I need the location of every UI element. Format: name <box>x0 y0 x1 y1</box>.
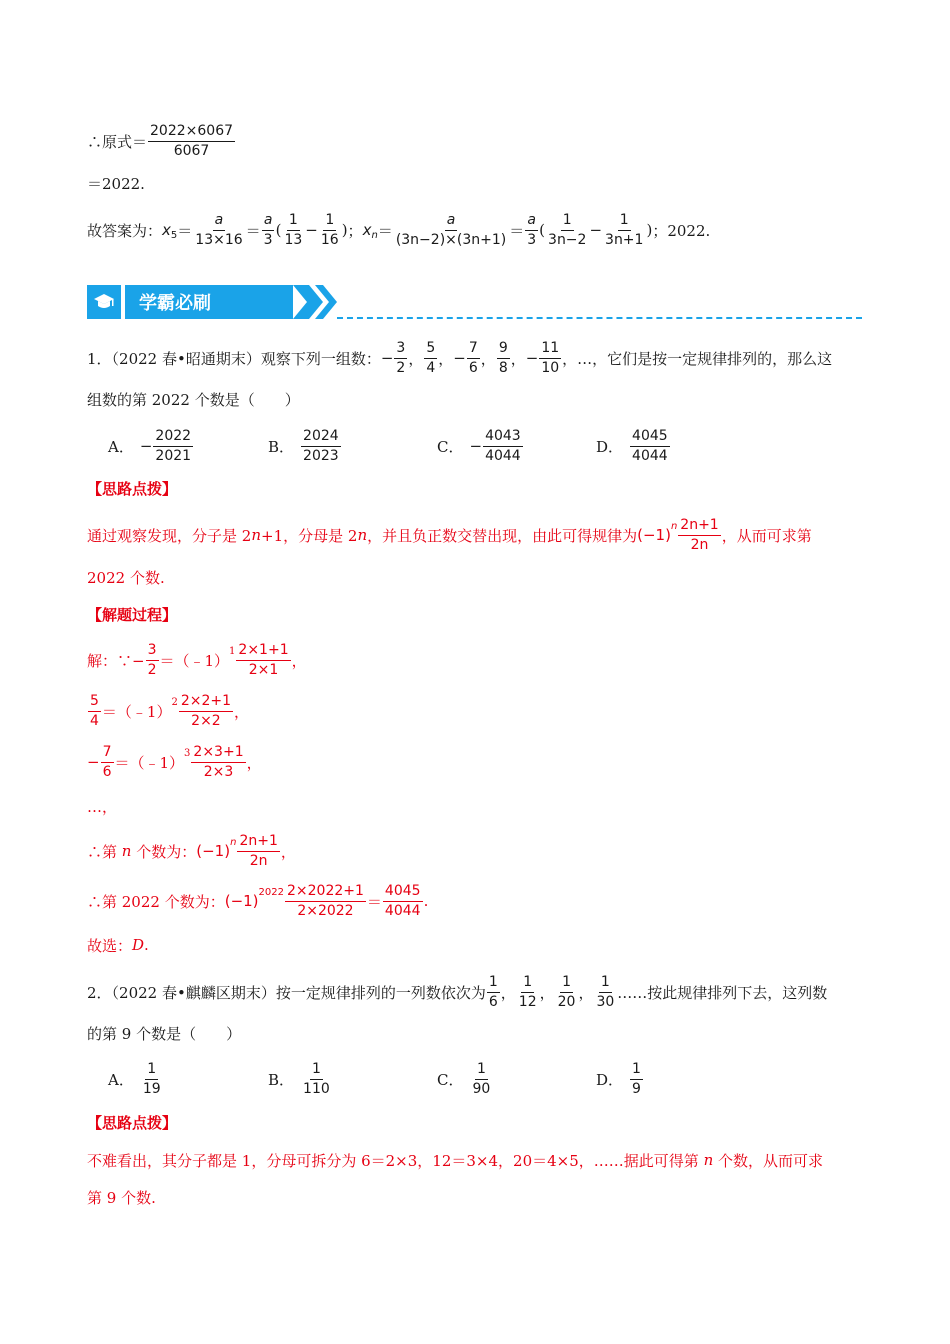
fraction: $\frac{4045}{4044}$ <box>384 882 421 919</box>
fraction: $\frac{a}{3}$ <box>527 211 537 248</box>
fraction: $\frac{1}{19}$ <box>142 1060 161 1097</box>
fraction: $\frac{2\times 2+1}{2\times 2}$ <box>180 692 232 729</box>
q2-option-a[interactable]: A． $\frac{1}{19}$ <box>108 1060 161 1097</box>
fraction: $\frac{3}{2}$ <box>396 339 406 376</box>
fraction: $\frac{2n+1}{2n}$ <box>239 832 278 869</box>
q2-stem-cont: 的第 9 个数是（ ） <box>87 1024 242 1043</box>
fraction: $\frac{7}{6}$ <box>468 339 478 376</box>
q1-option-d[interactable]: D． $\frac{4045}{4044}$ <box>596 427 668 464</box>
q1-stem-cont: 组数的第 2022 个数是（ ） <box>87 390 300 409</box>
result-line: ＝2022. <box>87 174 145 193</box>
q2-option-b[interactable]: B． $\frac{1}{110}$ <box>268 1060 330 1097</box>
fraction: $\frac{2024}{2023}$ <box>303 427 339 464</box>
fraction: $\frac{a}{(3n-2)\times(3n+1)}$ <box>395 211 507 248</box>
q1-option-c[interactable]: C． − $\frac{4043}{4044}$ <box>437 427 521 464</box>
fraction: $\frac{4045}{4044}$ <box>632 427 668 464</box>
fraction: $\frac{1}{30}$ <box>596 973 615 1010</box>
graduation-cap-icon <box>87 285 121 319</box>
fraction: $\frac{2\times 2022+1}{2\times 2022}$ <box>287 882 364 919</box>
fraction: $\frac{3}{2}$ <box>147 641 157 678</box>
fraction: $\frac{1}{13}$ <box>284 211 303 248</box>
fraction: $\frac{2\times 3+1}{2\times 3}$ <box>193 743 244 780</box>
q1-hint: 通过观察发现，分子是 2 n +1，分母是 2 n ，并且负正数交替出现，由此可得规律为 (−1) n $\frac{2n+1}{2n}$ ，从而可求第 <box>87 516 812 553</box>
q1-option-a[interactable]: A． − $\frac{2022}{2021}$ <box>108 427 192 464</box>
fraction: $\frac{5}{4}$ <box>426 339 436 376</box>
fraction: $\frac{a}{13\times 16}$ <box>195 211 243 248</box>
fraction: $\frac{1}{20}$ <box>557 973 576 1010</box>
q1-solution-tag: 【解题过程】 <box>87 606 178 624</box>
section-banner <box>87 285 862 319</box>
q1-solution-line1: 解：∵− $\frac{3}{2}$ ＝（﹣1） 1 $\frac{2\times 1+1}{2\times 1}$ ， <box>87 641 307 678</box>
fraction: $\frac{a}{3}$ <box>263 211 273 248</box>
fraction: $\frac{1}{3n-2}$ <box>548 211 587 248</box>
fraction: $\frac{1}{6}$ <box>488 973 498 1010</box>
q1-solution-nth: ∴第 n 个数为： (−1) n $\frac{2n+1}{2n}$ ， <box>87 832 296 869</box>
q1-solution-line2: $\frac{5}{4}$ ＝（﹣1） 2 $\frac{2\times 2+1}{2\times 2}$ ， <box>90 692 250 729</box>
q2-option-d[interactable]: D． $\frac{1}{9}$ <box>596 1060 641 1097</box>
answer-line: 故答案为： x 5 ＝ $\frac{a}{13\times 16}$ ＝ $\frac{a}{3}$ ( $\frac{1}{13}$ − $\frac{1}{16}$ ) ； x n ＝ $\frac{a}{(3n-2)\times(3n+1)}$ ＝ $\frac{a}{3}$ ( $\frac{1}{3n-2}$ − $\frac{1}{3n+1}$ ) ；2022. <box>87 211 711 248</box>
fraction: $\frac{1}{90}$ <box>472 1060 491 1097</box>
q1-stem: 1．（2022 春•昭通期末）观察下列一组数： − $\frac{3}{2}$ ， $\frac{5}{4}$ ， − $\frac{7}{6}$ ， $\frac{9}{8}$ ， − $\frac{11}{10}$ ，…，它们是按一定规律排列的，那么这 <box>87 339 833 376</box>
original-expression-line: ∴原式＝ $\frac{2022\times 6067}{6067}$ <box>87 122 234 159</box>
q1-option-b[interactable]: B． $\frac{2024}{2023}$ <box>268 427 339 464</box>
q1-solution-line3: − $\frac{7}{6}$ ＝（﹣1） 3 $\frac{2\times 3+1}{2\times 3}$ ， <box>87 743 262 780</box>
fraction: $\frac{2\times 1+1}{2\times 1}$ <box>238 641 289 678</box>
q2-option-c[interactable]: C． $\frac{1}{90}$ <box>437 1060 491 1097</box>
q1-hint-tag: 【思路点拨】 <box>87 480 178 498</box>
q2-hint-cont: 第 9 个数. <box>87 1188 156 1207</box>
fraction: $\frac{2022}{2021}$ <box>155 427 192 464</box>
fraction: $\frac{1}{16}$ <box>320 211 339 248</box>
q2-stem: 2．（2022 春•麒麟区期末）按一定规律排列的一列数依次为 $\frac{1}{6}$ ， $\frac{1}{12}$ ， $\frac{1}{20}$ ， $\frac{1}{30}$ ……按此规律排列下去，这列数 <box>87 973 828 1010</box>
fraction: $\frac{1}{3n+1}$ <box>605 211 644 248</box>
q1-hint-cont: 2022 个数. <box>87 568 165 587</box>
fraction: $\frac{4043}{4044}$ <box>485 427 521 464</box>
fraction: $\frac{1}{12}$ <box>518 973 537 1010</box>
q2-hint-tag: 【思路点拨】 <box>87 1114 178 1132</box>
fraction: $\frac{1}{110}$ <box>303 1060 330 1097</box>
q2-hint: 不难看出，其分子都是 1，分母可拆分为 6＝2×3，12＝3×4，20＝4×5，……据此可得第 n 个数，从而可求 <box>87 1151 824 1170</box>
q1-solution-dots: …， <box>87 797 118 816</box>
banner-arrow-icon <box>293 285 343 319</box>
section-title: 学霸必刷 <box>125 285 293 319</box>
fraction: $\frac{11}{10}$ <box>541 339 560 376</box>
banner-divider <box>337 317 862 319</box>
fraction: $\frac{2n+1}{2n}$ <box>680 516 719 553</box>
fraction: $\frac{2022\times 6067}{6067}$ <box>150 122 234 159</box>
fraction: $\frac{1}{9}$ <box>632 1060 641 1097</box>
fraction: $\frac{9}{8}$ <box>498 339 508 376</box>
q1-answer: 故选： D . <box>87 936 149 955</box>
fraction: $\frac{5}{4}$ <box>90 692 99 729</box>
q1-solution-2022: ∴第 2022 个数为： (−1) 2022 $\frac{2\times 2022+1}{2\times 2022}$ ＝ $\frac{4045}{4044}$ . <box>87 882 429 919</box>
fraction: $\frac{7}{6}$ <box>102 743 112 780</box>
